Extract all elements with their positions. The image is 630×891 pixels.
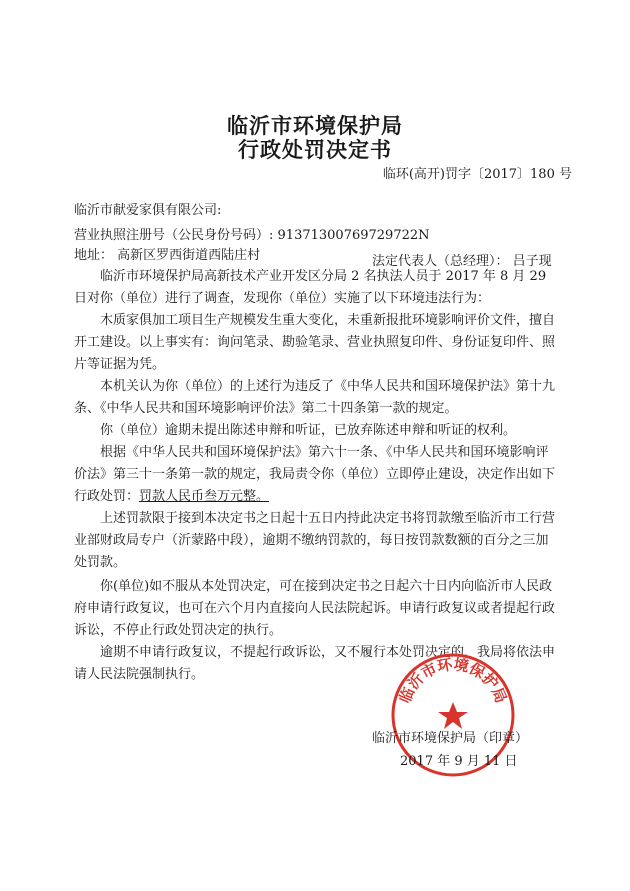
paragraph-appeal-rights: 你(单位)如不服从本处罚决定，可在接到决定书之日起六十日内向临沂市人民政府申请行政复议，也可在六个月内直接向人民法院起诉。申请行政复议或者提起行政诉讼，不停止行政处罚决定的执行。 [74, 579, 556, 638]
paragraph-investigation: 临沂市环境保护局高新技术产业开发区分局 2 名执法人员于 2017 年 8 月 29 日对你（单位）进行了调查，发现你（单位）实施了以下环境违法行为： [74, 269, 547, 306]
seal-star-icon [438, 702, 468, 729]
document-number: 临环(高开)罚字〔2017〕180 号 [382, 167, 572, 182]
issuing-authority: 临沂市环境保护局（印章） [372, 731, 529, 746]
license-line [74, 224, 430, 243]
penalty-basis-text: 根据《中华人民共和国环境保护法》第六十一条、《中华人民共和国环境影响评价法》第三十一条第一款的规定，我局责令你（单位）立即停止建设，决定作出如下行政处罚： [74, 445, 556, 504]
title-document-type: 行政处罚决定书 [238, 138, 392, 162]
recipient-address: 地址： 高新区罗西街道西陆庄村 [74, 248, 261, 263]
legal-representative: 法定代表人（总经理）： 吕子现 [372, 254, 552, 269]
license-label: 营业执照注册号（公民身份号码）: [74, 228, 274, 243]
paragraph-penalty-decision [74, 442, 560, 508]
paragraph-enforcement: 逾期不申请行政复议，不提起行政诉讼，又不履行本处罚决定的，我局将依法申请人民法院强制执行。 [74, 645, 556, 682]
title-agency: 临沂市环境保护局 [227, 114, 403, 138]
recipient-name: 临沂市献爱家俱有限公司: [74, 203, 222, 218]
paragraph-violation-facts: 木质家俱加工项目生产规模发生重大变化，未重新报批环境影响评价文件，擅自开工建设。以上事实有：询问笔录、勘验笔录、营业执照复印件、身份证复印件、照片等证据为凭。 [74, 313, 556, 372]
paragraph-waiver: 你（单位）逾期未提出陈述申辩和听证，已放弃陈述申辩和听证的权利。 [100, 423, 517, 438]
seal-text: 临沂市环境保护局 [395, 655, 511, 706]
issue-date: 2017 年 9 月 11 日 [400, 754, 518, 769]
penalty-amount: 罚款人民币叁万元整。 [139, 489, 270, 504]
paragraph-payment-terms: 上述罚款限于接到本决定书之日起十五日内持此决定书将罚款缴至临沂市工行营业部财政局专户（沂蒙路中段），逾期不缴纳罚款的，每日按罚款数额的百分之三加处罚款。 [74, 511, 556, 570]
paragraph-legal-basis: 本机关认为你（单位）的上述行为违反了《中华人民共和国环境保护法》第十九条、《中华人民共和国环境影响评价法》第二十四条第一款的规定。 [74, 379, 556, 416]
license-number: 91371300769729722N [277, 228, 430, 243]
